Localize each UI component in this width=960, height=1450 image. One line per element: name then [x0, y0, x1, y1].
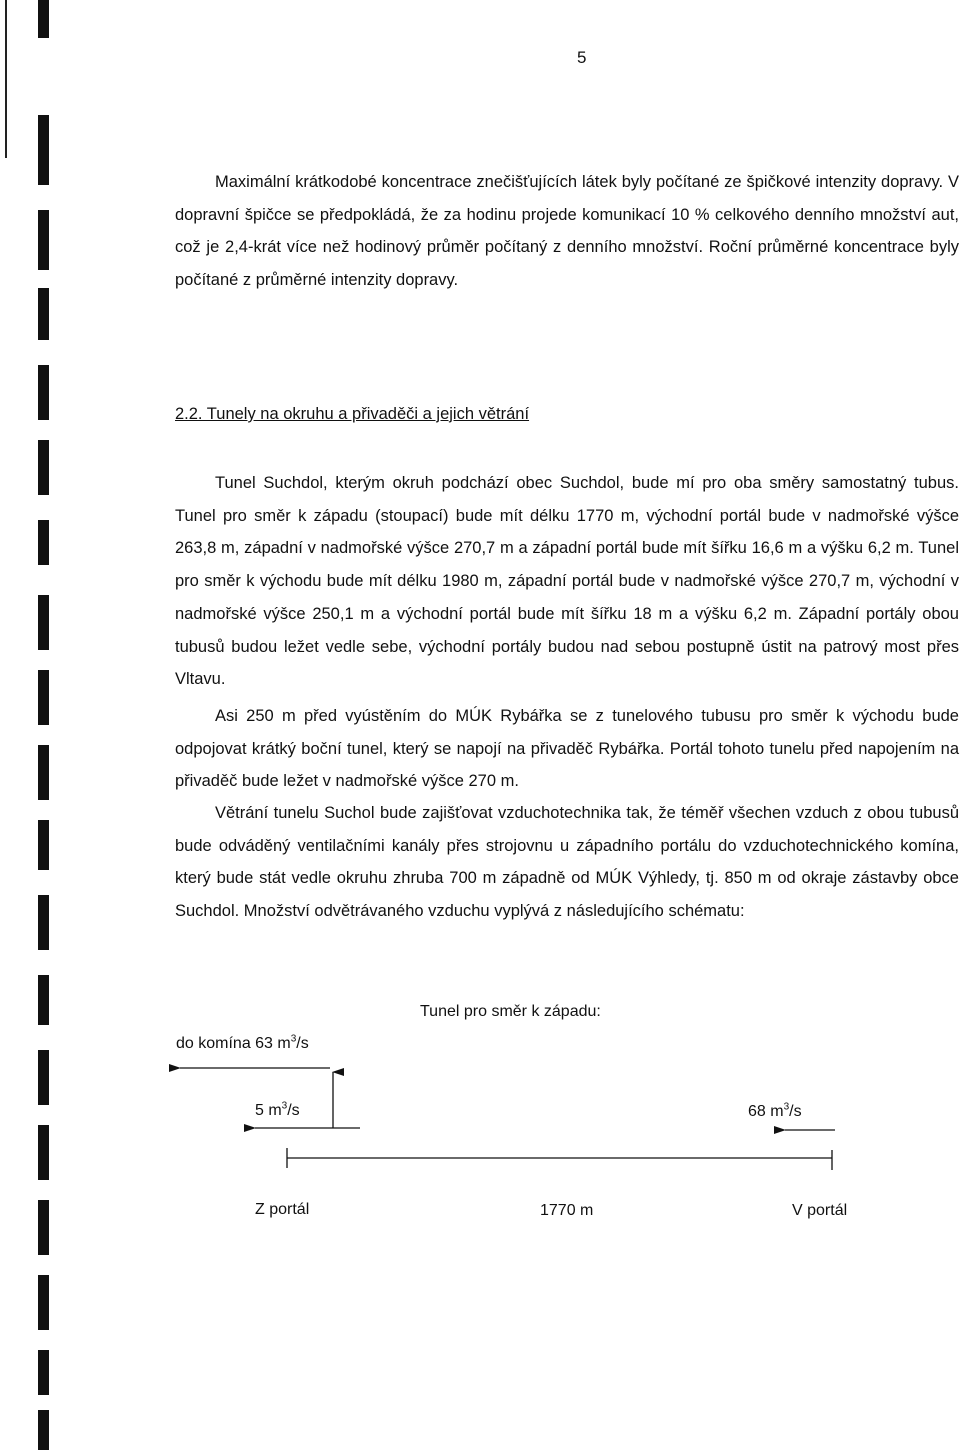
paragraph-peak-concentrations: Maximální krátkodobé koncentrace znečišťujících látek byly počítané ze špičkové intenzity dopravy. V dopravní špičce se předpokládá, že za hodinu projede komunikací 10 % celkového denního množství aut, což je 2,4-krát více než hodinový průměr počítaný z denního množství. Roční průměrné koncentrace byly počítané z průměrné intenzity dopravy.	[175, 173, 959, 290]
chimney-flow-label: do komína 63 $m^3/s$	[176, 1033, 309, 1052]
tunnel-length-label: 1770 m	[540, 1202, 594, 1219]
east-flow-label: 68 $m^3/s$	[748, 1101, 802, 1120]
east-portal-label: V portál	[792, 1202, 848, 1219]
section-heading: 2.2. Tunely na okruhu a přivaděči a jejich větrání	[175, 405, 530, 423]
diagram-title: Tunel pro směr k západu:	[420, 1003, 601, 1020]
paragraph-tunnel-suchdol: Tunel Suchdol, kterým okruh podchází obec Suchdol, bude mí pro oba směry samostatný tubus. Tunel pro směr k západu (stoupací) bude mít délku 1770 m, východní portál bude v nadmořské výšce 263,8 m, západní v nadmořské výšce 270,7 m a západní portál bude mít šířku 16,6 m a výšku 6,2 m. Tunel pro směr k východu bude mít délku 1980 m, západní portál bude v nadmořské výšce 270,7 m, východní v nadmořské výšce 250,1 m a východní portál bude mít šířku 18 m a výšku 6,2 m. Západní portály obou tubusů budou ležet vedle sebe, východní portály budou nad sebou postupně ústit na patrový most přes Vltavu.	[175, 474, 959, 689]
paragraph-ventilation: Větrání tunelu Suchol bude zajišťovat vzduchotechnika tak, že téměř všechen vzduch z obou tubusů bude odváděný ventilačními kanály přes strojovnu u západního portálu do vzduchotechnického komína, který bude stát vedle okruhu zhruba 700 m západně od MÚK Výhledy, tj. 850 m od okraje zástavby obce Suchdol. Množství odvětrávaného vzduchu vyplývá z následujícího schématu:	[175, 804, 959, 921]
page-number: 5	[577, 48, 587, 67]
paragraph-side-tunnel: Asi 250 m před vyústěním do MÚK Rybářka se z tunelového tubusu pro směr k východu bude odpojovat krátký boční tunel, který se napojí na přivaděč Rybářka. Portál tohoto tunelu před napojením na přivaděč bude ležet v nadmořské výšce 270 m.	[175, 707, 959, 791]
west-flow-label: 5 $m^3/s$	[255, 1100, 300, 1119]
west-portal-label: Z portál	[255, 1201, 310, 1218]
